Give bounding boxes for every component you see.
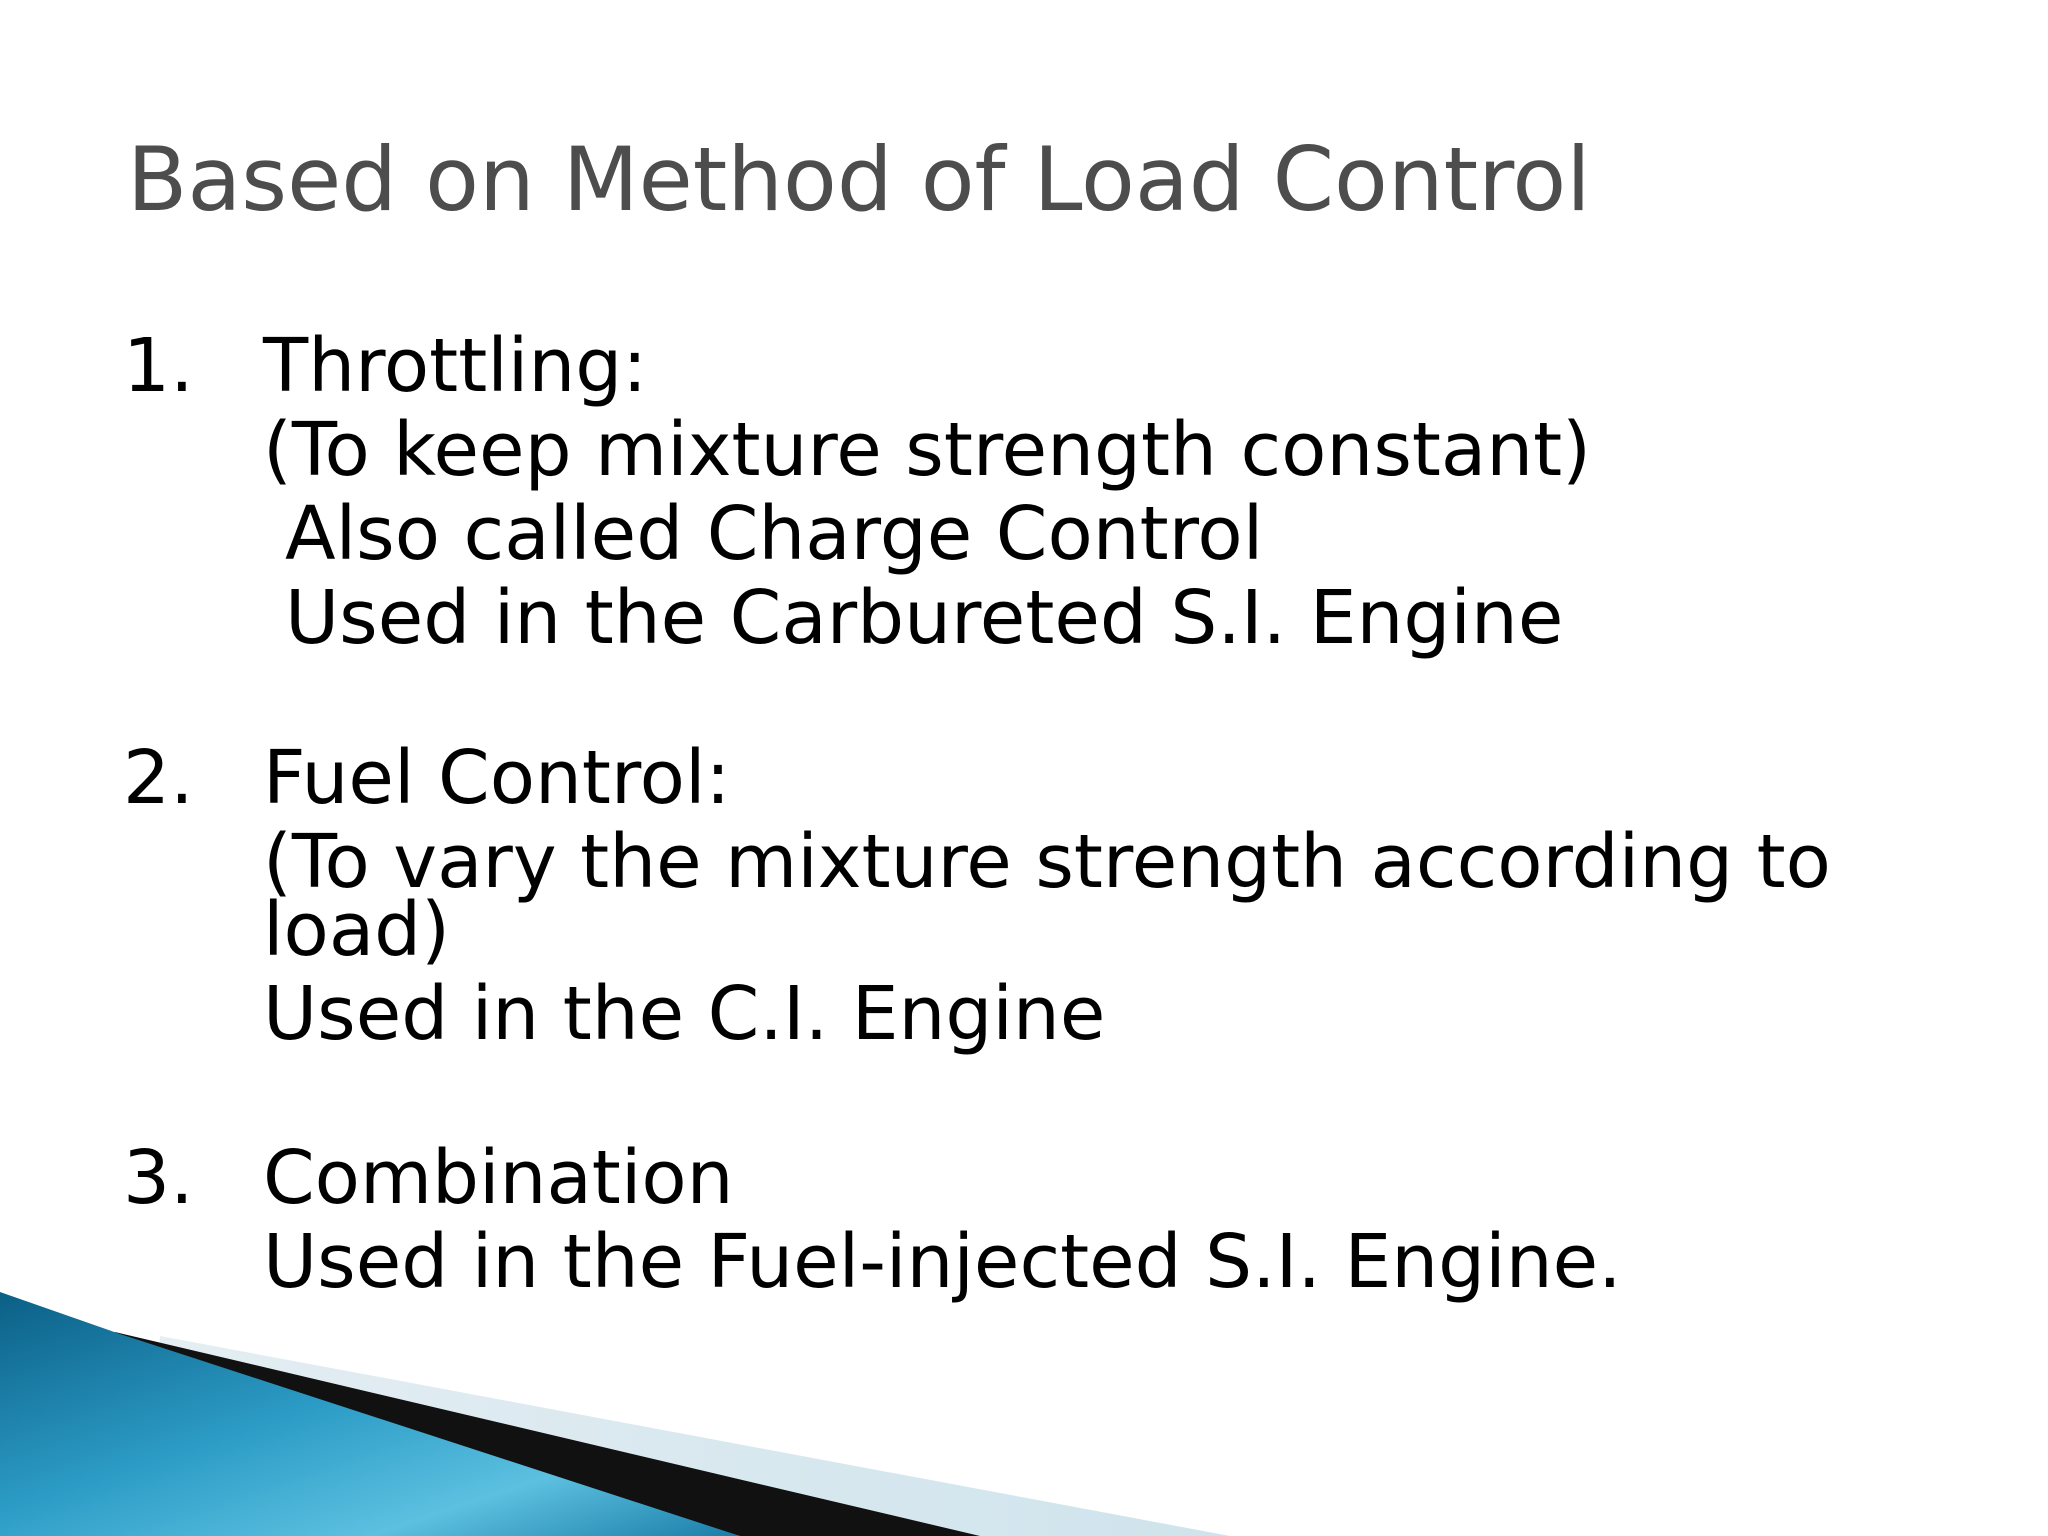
item-1-number: 1. — [123, 323, 194, 409]
slide-title: Based on Method of Load Control — [127, 128, 1591, 231]
item-2-number: 2. — [123, 735, 194, 821]
item-2-line-3: Used in the C.I. Engine — [263, 971, 1106, 1057]
item-2-line-2: load) — [263, 887, 451, 973]
item-3-heading: Combination — [263, 1135, 734, 1221]
item-1-line-3: Used in the Carbureted S.I. Engine — [285, 575, 1564, 661]
item-3-line-1: Used in the Fuel-injected S.I. Engine. — [263, 1219, 1622, 1305]
item-2-line-1: (To vary the mixture strength according to — [263, 819, 1831, 905]
item-1-heading: Throttling: — [263, 323, 648, 409]
item-1-line-1: (To keep mixture strength constant) — [263, 407, 1592, 493]
item-2-heading: Fuel Control: — [263, 735, 731, 821]
item-3-number: 3. — [123, 1135, 194, 1221]
item-1-line-2: Also called Charge Control — [285, 491, 1264, 577]
